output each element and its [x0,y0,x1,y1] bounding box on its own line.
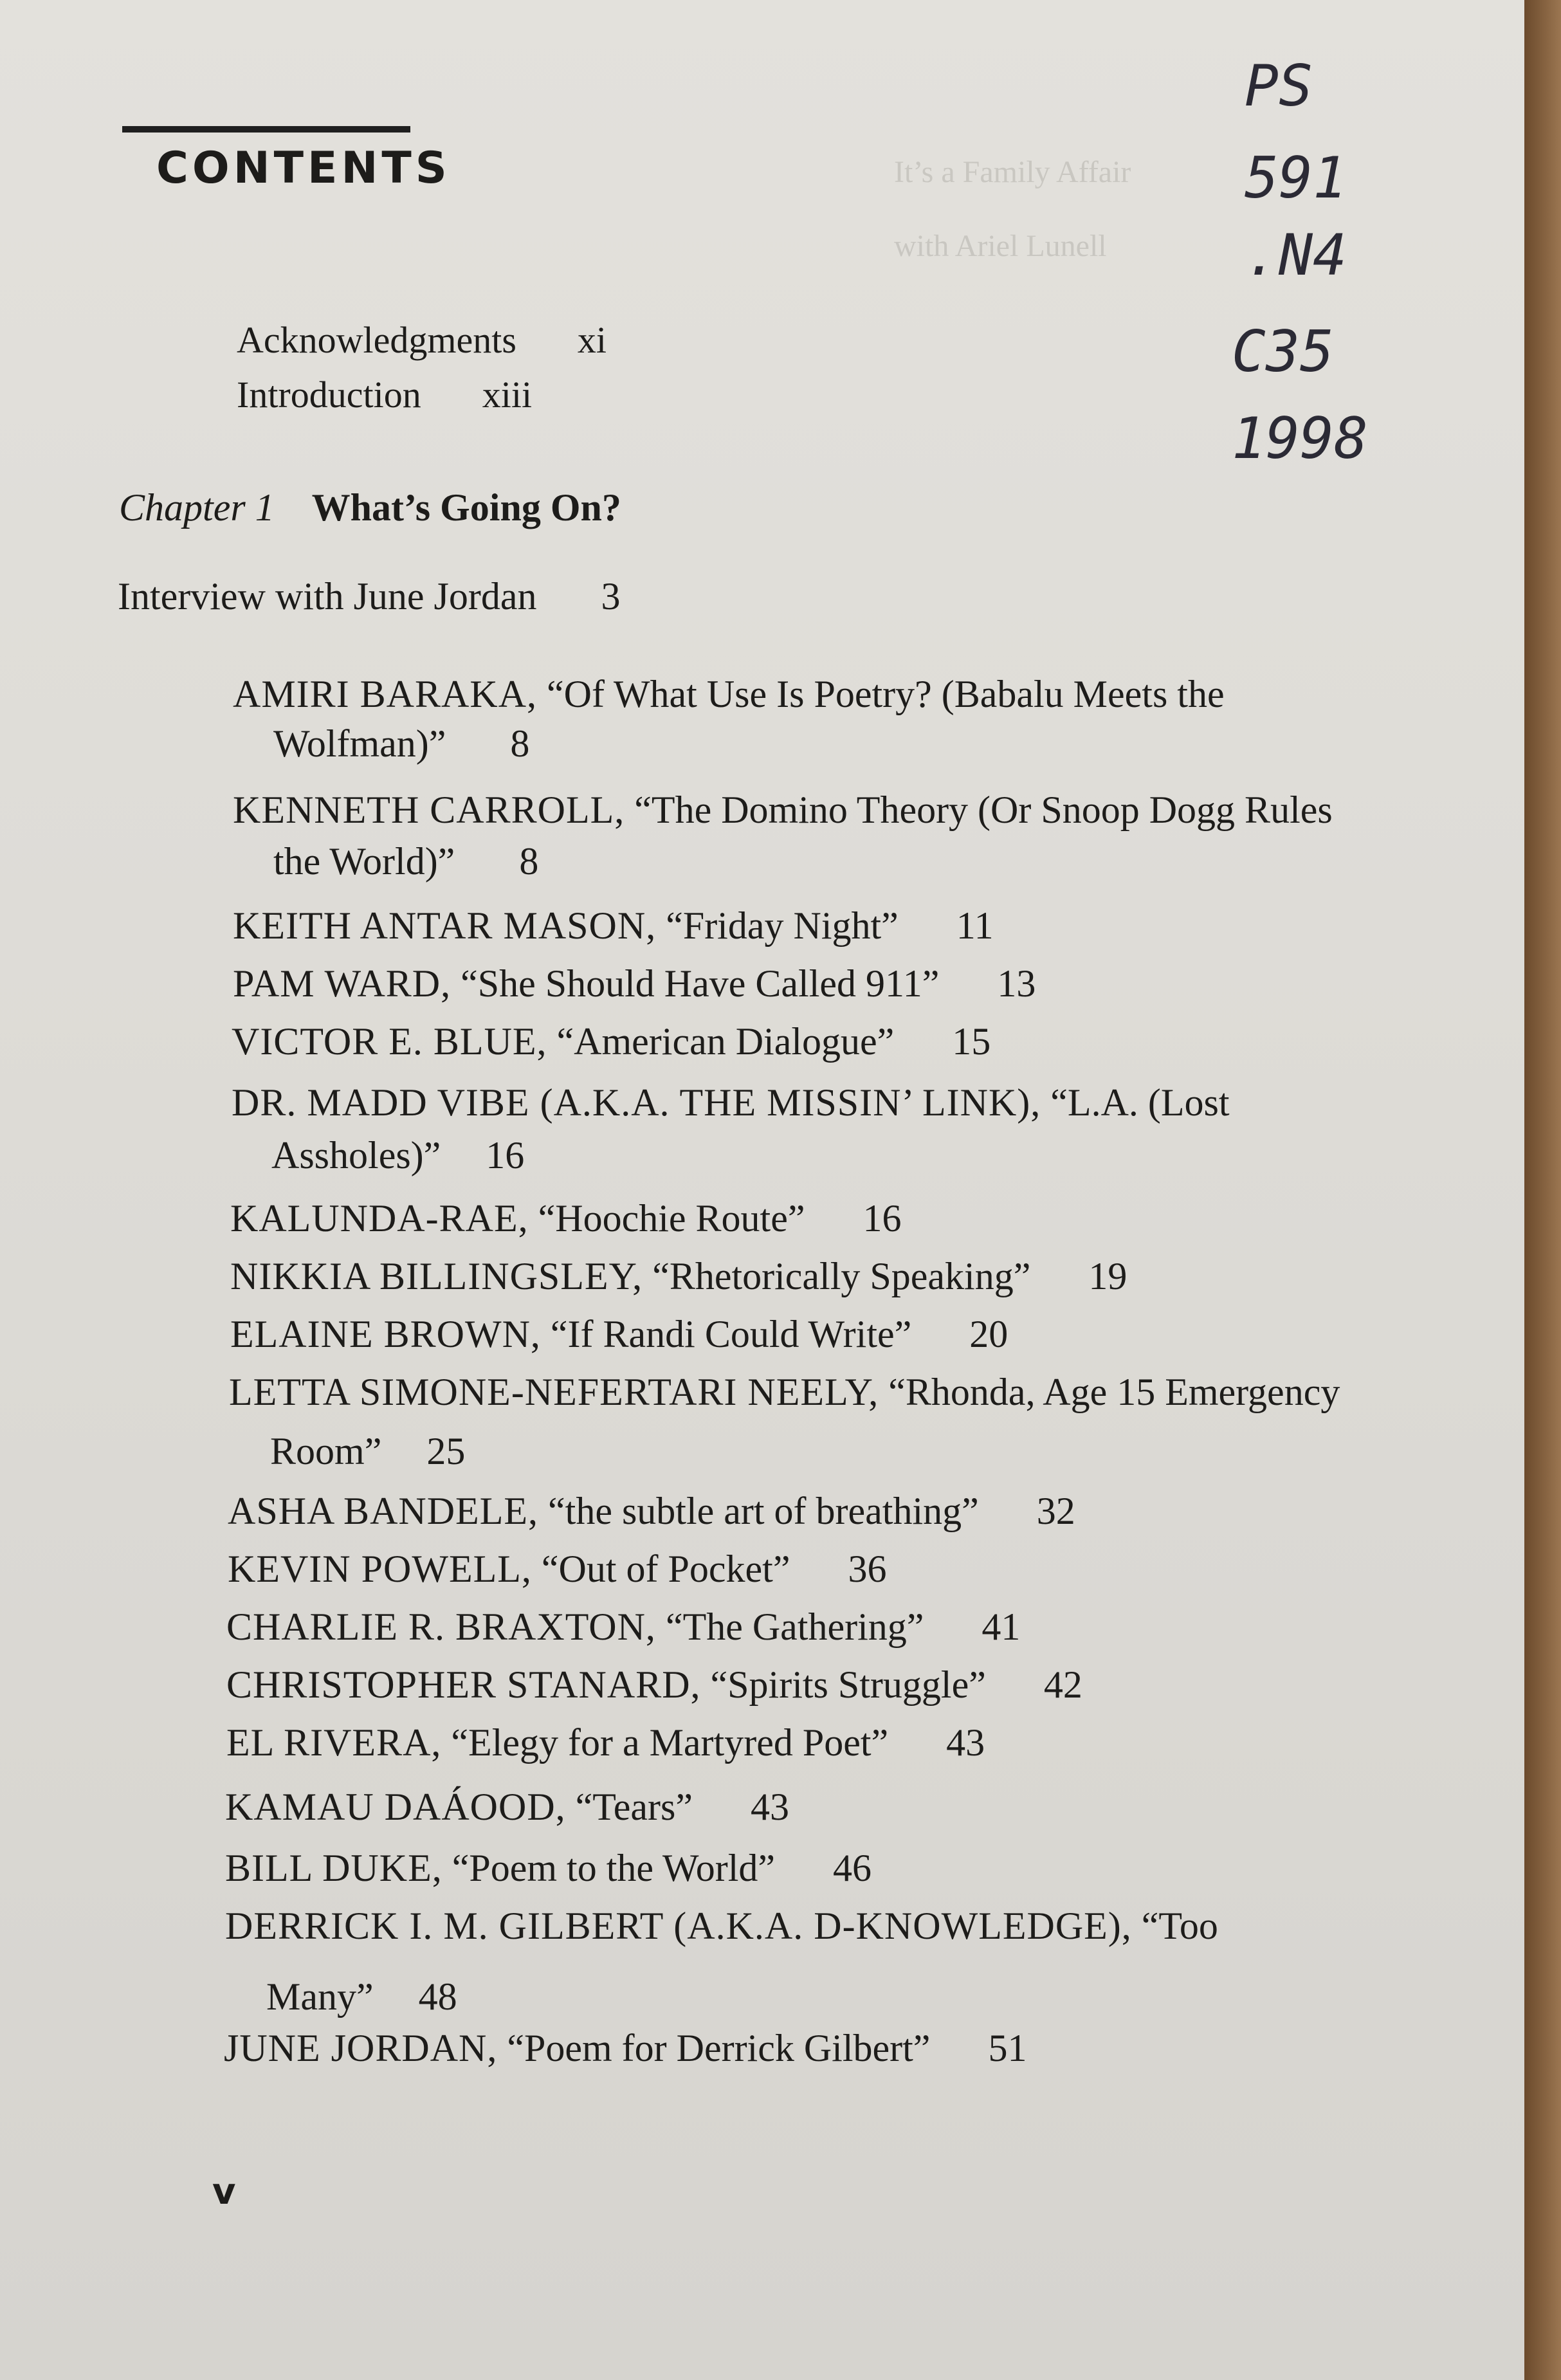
entry-title: Introduction [237,374,421,416]
bleed-through-text: with Ariel Lunell [894,229,1107,263]
entry-author: PAM WARD, [233,962,452,1005]
entry-title: Acknowledgments [237,319,516,361]
entry-title-continued: Assholes)” [271,1134,441,1176]
toc-entry [226,1721,985,1765]
page-folio: v [212,2171,236,2213]
toc-entry [230,1312,1008,1357]
page-edge [1524,0,1561,2380]
entry-title: “Too [1141,1905,1218,1947]
toc-entry [225,1904,1218,1948]
entry-title: “Out of Pocket” [541,1548,790,1590]
heading-rule [122,126,410,133]
entry-title: “Rhetorically Speaking” [652,1255,1031,1297]
toc-entry [230,1196,901,1241]
entry-author: DERRICK I. M. GILBERT (A.K.A. D-KNOWLEDGE), [225,1905,1132,1947]
toc-entry [232,1020,990,1064]
entry-page: 43 [750,1786,789,1828]
entry-title: “Of What Use Is Poetry? (Babalu Meets the [547,673,1225,715]
toc-entry [232,1081,1230,1125]
entry-page: 48 [418,1975,457,2018]
entry-author: KENNETH CARROLL, [233,789,625,831]
entry-title-continued: Wolfman)” [273,722,446,765]
entry-page: 25 [426,1430,466,1472]
entry-title: “Rhonda, Age 15 Emergency [888,1371,1340,1413]
entry-author: ELAINE BROWN, [230,1313,541,1355]
entry-author: ASHA BANDELE, [228,1490,539,1532]
front-matter-entry [237,318,607,362]
entry-author: DR. MADD VIBE (A.K.A. THE MISSIN’ LINK), [232,1081,1041,1124]
entry-author: AMIRI BARAKA, [233,673,538,715]
toc-entry [225,1785,789,1829]
entry-page: 11 [956,904,994,947]
front-matter-entry [237,373,532,416]
entry-title: “Elegy for a Martyred Poet” [451,1721,889,1764]
entry-author: KEVIN POWELL, [228,1548,532,1590]
toc-entry [226,1663,1082,1707]
contents-heading: CONTENTS [156,143,451,194]
entry-author: EL RIVERA, [226,1721,442,1764]
entry-page: 42 [1043,1663,1082,1706]
toc-entry [233,788,1333,832]
entry-title: “If Randi Could Write” [550,1313,912,1355]
entry-author: CHRISTOPHER STANARD, [226,1663,701,1706]
call-number-line: 591 [1245,145,1347,211]
toc-entry [230,1254,1127,1299]
toc-entry [224,2026,1027,2071]
toc-entry [225,1846,872,1890]
chapter-number: Chapter 1 [119,486,275,529]
entry-title-continued: Room” [270,1430,382,1472]
entry-title: “Hoochie Route” [538,1197,805,1240]
entry-page: 32 [1036,1490,1075,1532]
toc-entry [228,1489,1075,1533]
entry-title: “She Should Have Called 911” [461,962,940,1005]
entry-page: 3 [601,575,621,618]
chapter-heading [119,486,621,530]
call-number-line: 1998 [1232,405,1368,471]
toc-entry [233,904,994,948]
entry-title: “Poem to the World” [452,1847,776,1889]
entry-title: “Spirits Struggle” [710,1663,986,1706]
toc-entry-continuation [270,1429,465,1474]
entry-title: “American Dialogue” [556,1020,895,1063]
entry-page: 16 [863,1197,902,1240]
entry-author: LETTA SIMONE-NEFERTARI NEELY, [229,1371,879,1413]
entry-author: KAMAU DAÁOOD, [225,1786,566,1828]
entry-author: BILL DUKE, [225,1847,443,1889]
entry-page: 46 [833,1847,872,1889]
entry-author: NIKKIA BILLINGSLEY, [230,1255,643,1297]
entry-page: xiii [482,374,533,416]
entry-page: 8 [510,722,530,765]
toc-entry-continuation [271,1133,524,1178]
entry-page: 13 [997,962,1036,1005]
entry-title: Interview with June Jordan [118,575,537,618]
toc-entry [229,1370,1340,1414]
entry-author: JUNE JORDAN, [224,2027,498,2069]
entry-page: xi [577,319,607,361]
entry-author: KEITH ANTAR MASON, [233,904,657,947]
entry-page: 16 [486,1134,525,1176]
interview-entry [118,574,621,619]
chapter-title: What’s Going On? [311,486,621,529]
entry-page: 15 [952,1020,991,1063]
entry-title: “the subtle art of breathing” [548,1490,979,1532]
entry-title: “L.A. (Lost [1050,1081,1230,1124]
toc-entry [233,672,1225,717]
entry-title: “The Domino Theory (Or Snoop Dogg Rules [634,789,1333,831]
entry-author: VICTOR E. BLUE, [232,1020,547,1063]
call-number-line: PS [1245,53,1313,119]
entry-page: 41 [981,1606,1021,1648]
toc-entry-continuation [266,1975,457,2019]
toc-entry [226,1605,1020,1649]
entry-author: KALUNDA-RAE, [230,1197,529,1240]
call-number-line: C35 [1232,318,1334,385]
toc-entry [228,1547,886,1591]
entry-page: 51 [988,2027,1027,2069]
toc-entry-continuation [273,839,538,884]
entry-title-continued: Many” [266,1975,374,2018]
entry-author: CHARLIE R. BRAXTON, [226,1606,656,1648]
entry-title: “Poem for Derrick Gilbert” [507,2027,931,2069]
entry-title: “The Gathering” [665,1606,924,1648]
entry-title: “Friday Night” [666,904,899,947]
entry-page: 19 [1088,1255,1127,1297]
entry-page: 36 [848,1548,887,1590]
entry-page: 43 [946,1721,985,1764]
entry-title-continued: the World)” [273,840,455,883]
entry-page: 8 [519,840,539,883]
bleed-through-text: It’s a Family Affair [894,155,1131,189]
entry-title: “Tears” [575,1786,693,1828]
toc-entry [233,962,1036,1006]
toc-entry-continuation [273,722,529,766]
call-number-line: .N4 [1245,222,1347,288]
entry-page: 20 [969,1313,1009,1355]
